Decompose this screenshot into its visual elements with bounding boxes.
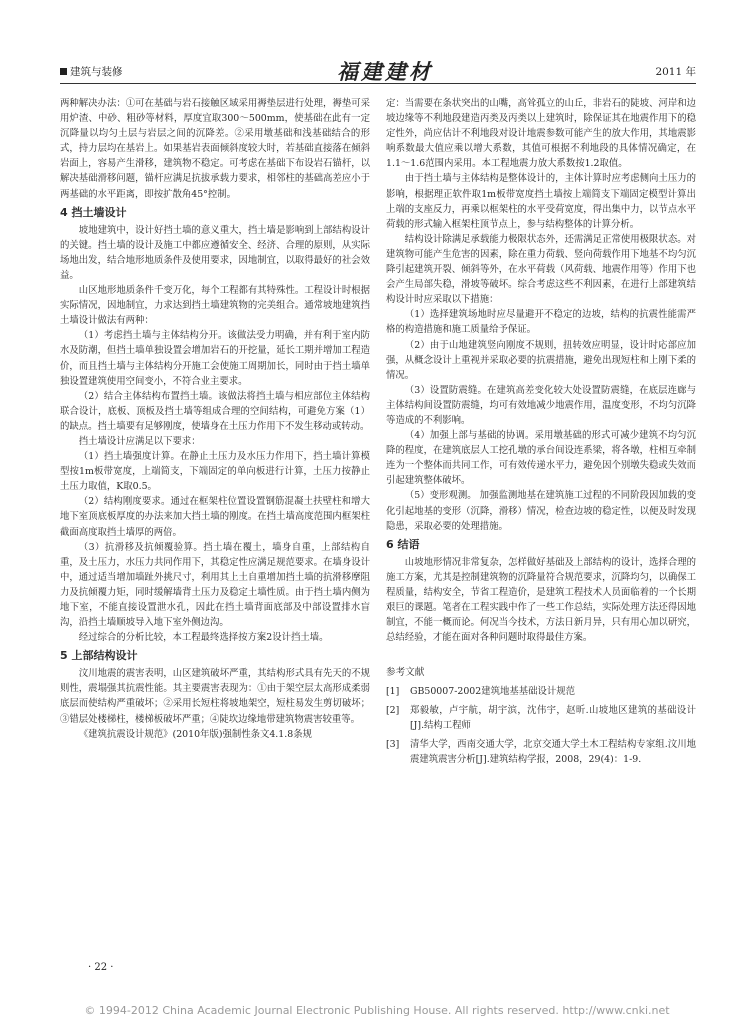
section-text: 建筑与装修 xyxy=(70,66,123,78)
paragraph: 山区地形地质条件千变万化，每个工程都有其特殊性。工程设计时根据实际情况，因地制宜，力求达到挡土墙建筑物的完美组合。通常坡地建筑挡土墙设计做法有两种： xyxy=(60,285,370,327)
left-column xyxy=(60,96,370,742)
header-divider xyxy=(60,83,696,84)
copyright-footer: © 1994-2012 China Academic Journal Electronic Publishing House. All rights reserved. http://www.cnki.net xyxy=(84,1004,670,1017)
paragraph: 挡土墙设计应满足以下要求： xyxy=(78,435,201,447)
paragraph: 两种解决办法：①可在基础与岩石接触区域采用褥垫层进行处理，褥垫可采用炉渣、中砂、粗砂等材料，厚度宜取300～500mm，使基础在此有一定沉降量以均匀土层与岩层之间的沉降差。②采用墩基础和浅基础结合的形式，持力层均在基岩上。如果基岩表面倾斜度较大时，若基础直接落在倾斜岩面上，容易产生滑移，建筑物不稳定。可考虑在基础下布设岩石锚杆，以解决基础滑移问题，锚杆应满足抗拔承载力要求，相邻柱的基础高差应小于两基础的水平距离，即按扩散角45°控制。 xyxy=(60,98,370,200)
page-header xyxy=(60,58,696,82)
paragraph: 《建筑抗震设计规范》(2010年版)强制性条文4.1.8条规 xyxy=(78,728,312,740)
paragraph: （1）选择建筑场地时应尽量避开不稳定的边坡，结构的抗震性能需严格的构造措施和施工质量给予保证。 xyxy=(386,309,696,336)
paragraph: （3）设置防震缝。在建筑高差变化较大处设置防震缝，在底层连廊与主体结构间设置防震缝，均可有效地减少地震作用，温度变形，不均匀沉降等造成的不利影响。 xyxy=(386,384,696,426)
reference-item xyxy=(386,703,696,733)
reference-text: 郑毅敏，卢宇航，胡宇滨，沈伟宇，赵昕.山坡地区建筑的基础设计[J].结构工程师 xyxy=(410,705,696,732)
paragraph: 坡地建筑中，设计好挡土墙的意义重大，挡土墙是影响到上部结构设计的关键。挡土墙的设计及施工中都应遵循安全、经济、合理的原则，从实际场地出发，结合地形地质条件及使用要求，因地制宜，以取得最好的社会效益。 xyxy=(60,224,370,281)
paragraph: （1）挡土墙强度计算。在静止土压力及水压力作用下，挡土墙计算模型按1m板带宽度，上端简支，下端固定的单向板进行计算，土压力按静止土压力取值，K取0.5。 xyxy=(60,451,370,493)
paragraph: 定：当需要在条状突出的山嘴，高耸孤立的山丘，非岩石的陡坡、河岸和边坡边缘等不利地段建造丙类及丙类以上建筑时，除保证其在地震作用下的稳定性外，尚应估计不利地段对设计地震参数可能产生的放大作用，其地震影响系数最大值应乘以增大系数，其值可根据不利地段的具体情况确定，在1.1～1.6范围内采用。本工程地震力放大系数按1.2取值。 xyxy=(386,98,696,170)
paragraph: 结构设计除满足承载能力极限状态外，还需满足正常使用极限状态。对建筑物可能产生危害的因素，除在重力荷载、竖向荷载作用下地基不均匀沉降引起建筑开裂、倾斜等外，在水平荷载（风荷载、地震作用等）作用下也会产生局部失稳，滑坡等破坏。综合考虑这些不利因素，在进行上部建筑结构设计时应采取以下措施： xyxy=(386,233,696,306)
reference-text: 清华大学，西南交通大学，北京交通大学土木工程结构专家组.汶川地震建筑震害分析[J].建筑结构学报，2008，29(4)：1-9. xyxy=(410,739,696,766)
paragraph: （2）结构刚度要求。通过在框架柱位置设置钢筋混凝土扶壁柱和增大地下室顶底板厚度的办法来加大挡土墙的刚度。在挡土墙高度范围内框架柱截面高度取挡土墙厚的两倍。 xyxy=(60,496,370,538)
section-label xyxy=(60,64,123,79)
section-heading-4: 4 挡土墙设计 xyxy=(60,205,127,219)
page-number: · 22 · xyxy=(88,962,114,973)
paragraph: （3）抗滑移及抗倾覆验算。挡土墙在覆土，墙身自重，上部结构自重，及土压力，水压力共同作用下，其稳定性应满足规范要求。在墙身设计中，通过适当增加墙趾外挑尺寸，利用其上土自重增加挡土墙的抗滑移摩阻力及抗倾覆力矩，同时缓解墙背土压力及稳定土墙性质。由于挡土墙内侧为地下室，不能直接设置泄水孔，因此在挡土墙背面底部及中部设置排水盲沟，沿挡土墙顺坡导入地下室外侧边沟。 xyxy=(60,541,370,629)
reference-number: [2] xyxy=(386,705,400,717)
section-heading-6: 6 结语 xyxy=(386,537,420,551)
paragraph: （4）加强上部与基础的协调。采用墩基础的形式可减少建筑不均匀沉降的程度，在建筑底层人工挖孔墩的承台间设连系梁，将各墩，柱相互牵制连为一个整体而共同工作，可有效传递水平力，避免因个别墩失稳或失效而引起建筑整体破坏。 xyxy=(386,430,696,487)
paragraph: （2）由于山地建筑竖向刚度不规则，扭转效应明显，设计时応部应加强，从概念设计上重视并采取必要的抗震措施，避免出现短柱和上刚下柔的情况。 xyxy=(386,339,696,381)
paragraph: 山坡地形情况非常复杂，怎样做好基础及上部结构的设计，选择合理的施工方案，尤其是控制建筑物的沉降量符合规范要求，沉降均匀，以确保工程质量，结构安全，节省工程造价，是建筑工程技术人员面临着的一个长期艰巨的课题。笔者在工程实践中作了一些工作总结，实际处理方法还得因地制宜，不能一概而论。何况当今技术，方法日新月异，只有用心加以研究，总结经验，才能在面对各种问题时取得最佳方案。 xyxy=(386,556,696,644)
reference-item xyxy=(386,737,696,767)
paragraph: 汶川地震的震害表明，山区建筑破坏严重，其结构形式具有先天的不规则性，震塌强其抗震性能。其主要震害表现为：①由于架空层太高形成柔弱底层而使结构严重破坏；②采用长短柱将坡地架空，短柱易发生剪切破坏；③错层处楼梯柱，楼梯板破坏严重；④陡坎边缘地带建筑物震害较重等。 xyxy=(60,668,370,725)
paragraph: 经过综合的分析比较，本工程最终选择按方案2设计挡土墙。 xyxy=(78,632,329,644)
journal-title: 福建建材 xyxy=(337,59,433,84)
paragraph: （1）考虑挡土墙与主体结构分开。该做法受力明确，并有利于室内防水及防潮，但挡土墙单独设置会增加岩石的开挖量，延长工期并增加工程造价，而且挡土墙与主体结构分开施工会使施工周期加长，同时由于挡土墙单独设置建筑使用空间变小，不符合业主要求。 xyxy=(60,330,370,387)
issue-year: 2011 年 xyxy=(655,66,696,78)
paragraph: （2）结合主体结构布置挡土墙。该做法将挡土墙与相应部位主体结构联合设计，底板、顶板及挡土墙等组成合理的空间结构，可避免方案（1）的缺点。挡土墙要有足够刚度，使墙身在土压力作用下不发生移动或转动。 xyxy=(60,390,370,432)
reference-number: [1] xyxy=(386,686,400,698)
square-bullet-icon xyxy=(60,68,67,75)
right-column xyxy=(386,96,696,767)
reference-item xyxy=(386,684,696,699)
reference-number: [3] xyxy=(386,739,400,751)
paragraph: 由于挡土墙与主体结构是整体设计的，主体计算时应考虑侧向土压力的影响，根据理正软件取1m板带宽度挡土墙按上端简支下端固定模型计算出上端的支座反力，再乘以框架柱的水平受荷宽度，得出集中力，以节点水平荷载的形式输入框架柱顶节点上，参与结构整体的计算分析。 xyxy=(386,173,696,230)
paragraph: （5）变形观测。 加强监测地基在建筑施工过程的不同阶段因加载的变化引起地基的变形（沉降，滑移）情况，检查边坡的稳定性，以便及时发现隐患，采取必要的处理措施。 xyxy=(386,490,696,532)
section-heading-5: 5 上部结构设计 xyxy=(60,649,138,663)
references-title: 参考文献 xyxy=(386,667,425,679)
reference-text: GB50007-2002建筑地基基础设计规范 xyxy=(410,686,575,698)
